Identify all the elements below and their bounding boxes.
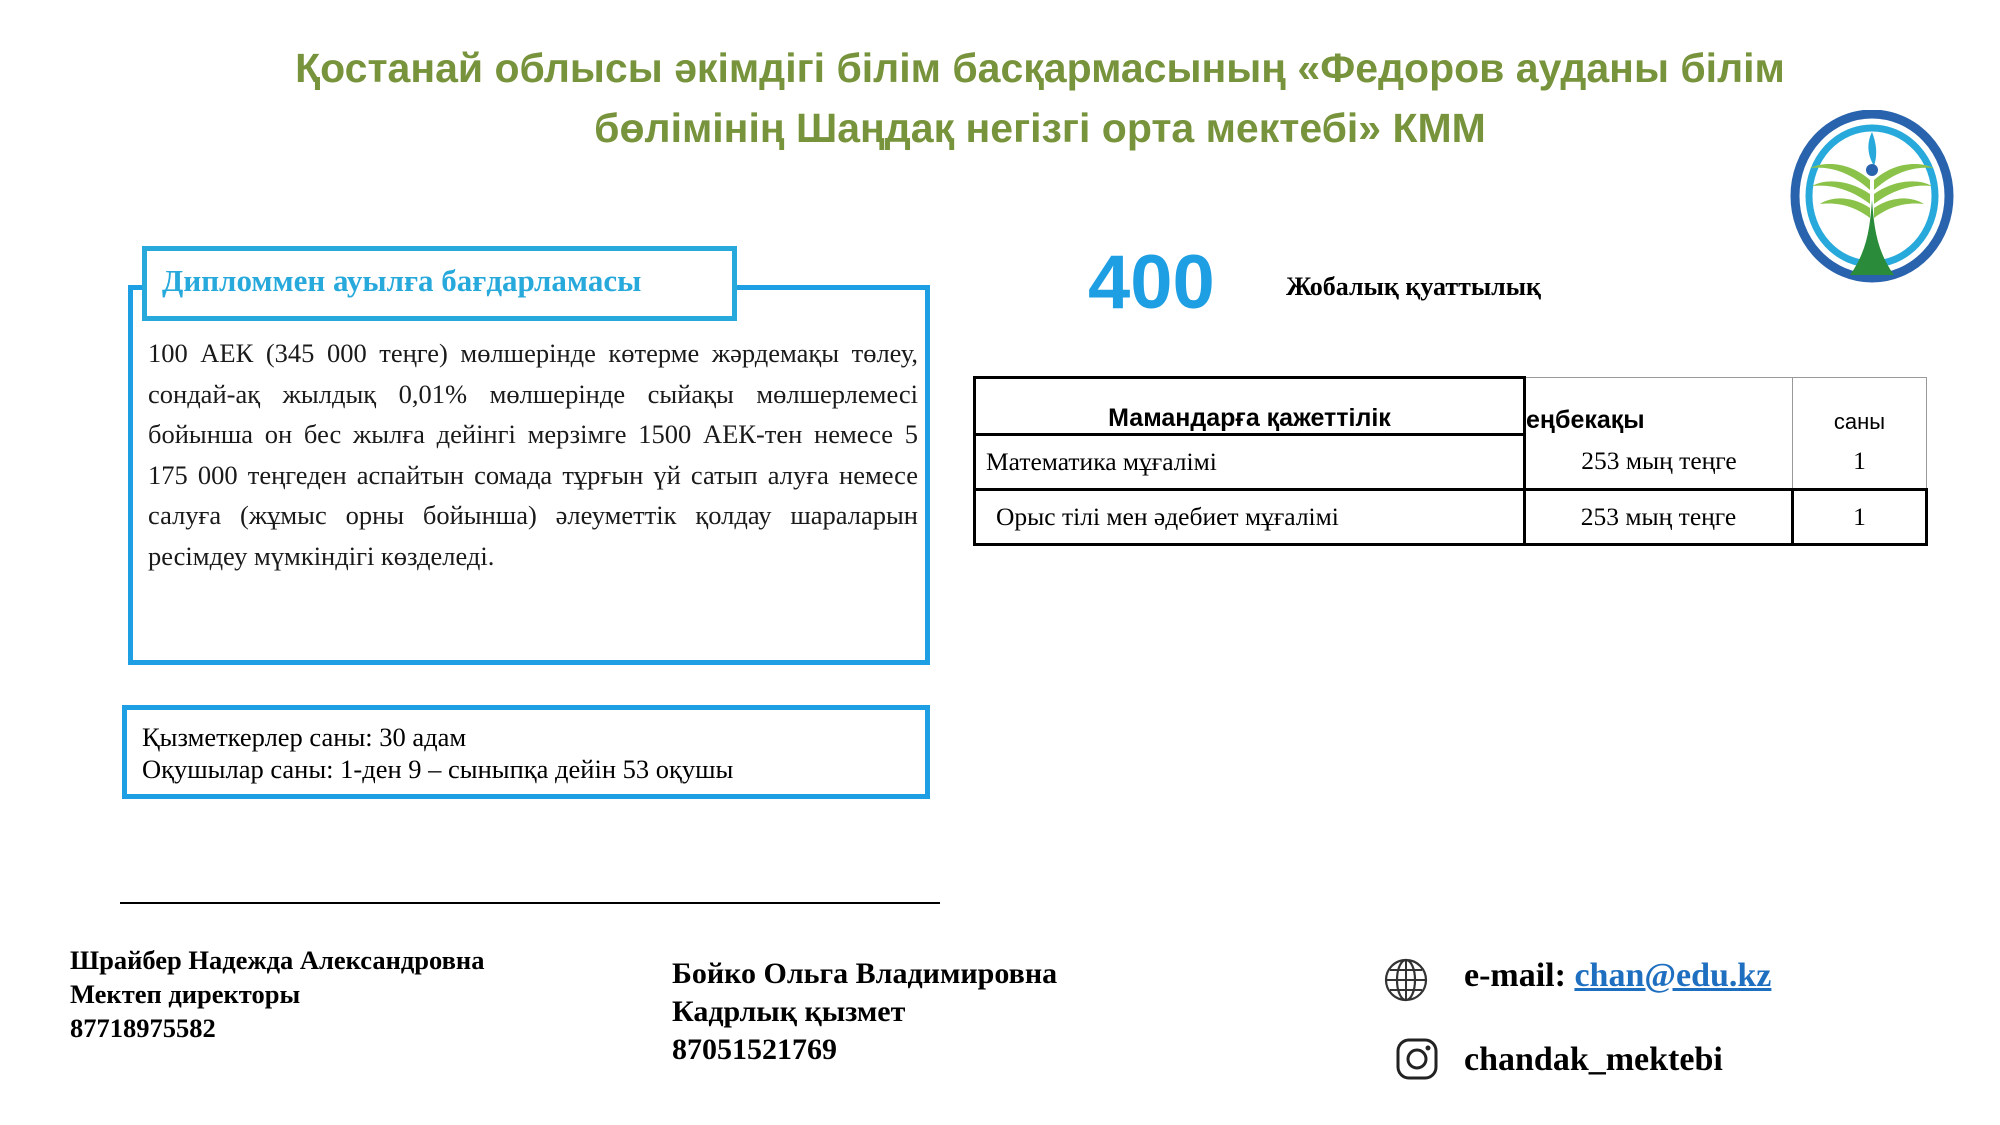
instagram-icon [1395,1037,1439,1081]
director-phone: 87718975582 [70,1013,216,1043]
table-header-row [975,378,1927,435]
table-cell-subject: Орыс тілі мен әдебиет мұғалімі [975,490,1525,545]
director-name: Шрайбер Надежда Александровна [70,945,485,975]
hr-phone: 87051521769 [672,1033,837,1066]
table-row [975,490,1927,545]
email-row [1464,954,1771,998]
instagram-handle[interactable]: chandak_mektebi [1464,1041,1723,1078]
specialists-table [973,376,1928,546]
table-cell-count: 1 [1793,490,1927,545]
program-title: Дипломмен ауылға бағдарламасы [162,263,642,298]
table-header-salary: еңбекақы [1525,378,1793,435]
table-cell-count: 1 [1793,435,1927,490]
table-cell-salary: 253 мың теңге [1525,435,1793,490]
capacity-label: Жобалық қуаттылық [1286,272,1542,301]
table-cell-subject: Математика мұғалімі [975,435,1525,490]
school-logo [1790,110,1955,285]
globe-icon [1383,957,1429,1003]
footer-divider [120,902,940,904]
email-link[interactable]: chan@edu.kz [1574,957,1772,994]
table-row [975,435,1927,490]
table-cell-salary: 253 мың теңге [1525,490,1793,545]
program-description: 100 АЕК (345 000 теңге) мөлшерінде көтерме жәрдемақы төлеу, сондай-ақ жылдық 0,01% мөлшерінде сыйақы мөлшерлемесі бойынша он бес жылға дейінгі мерзімге 1500 АЕК-тен немесе 5 175 000 теңгеден аспайтын сомада тұрғын үй сатып алуға немесе салуға (жұмыс орны бойынша) әлеуметтік қолдау шараларын ресімдеу мүмкіндігі көзделеді. [148,338,918,571]
table-header-count: саны [1793,378,1927,435]
hr-position: Кадрлық қызмет [672,995,906,1028]
table-header-specialty: Мамандарға қажеттілік [975,378,1525,435]
employees-count: Қызметкерлер саны: 30 адам [142,722,467,752]
students-count: Оқушылар саны: 1-ден 9 – сыныпқа дейін 53 оқушы [142,754,734,784]
email-label: e-mail: [1464,957,1575,994]
page-title: Қостанай облысы әкімдігі білім басқармасының «Федоров ауданы білім бөлімінің Шаңдақ негізгі орта мектебі» КММ [295,45,1785,151]
hr-name: Бойко Ольга Владимировна [672,957,1058,990]
capacity-number: 400 [1088,240,1215,325]
director-position: Мектеп директоры [70,979,301,1009]
